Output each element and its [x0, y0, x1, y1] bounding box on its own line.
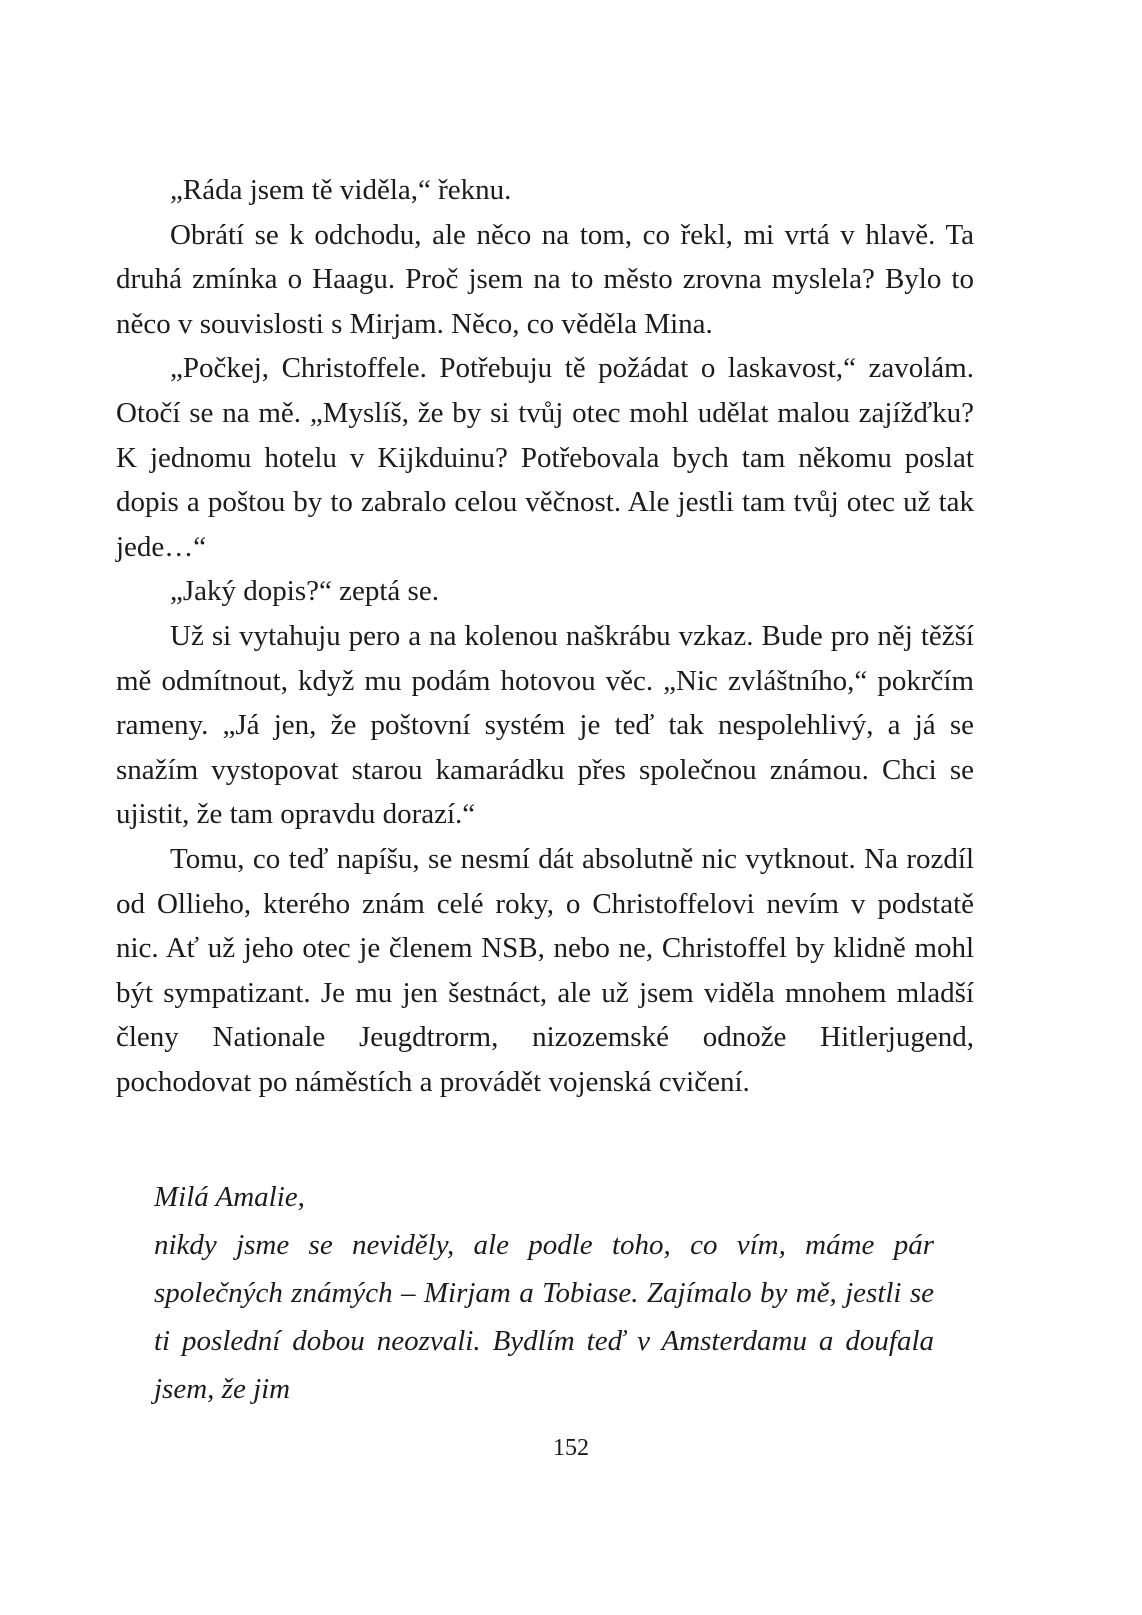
paragraph: „Ráda jsem tě viděla,“ řeknu. — [170, 174, 512, 206]
page-number: 152 — [553, 1435, 589, 1461]
paragraph: Tomu, co teď napíšu, se nesmí dát absolutně nic vytknout. Na rozdíl od Ollieho, kterého znám celé roky, o Christoffelovi nevím v podstatě nic. Ať už jeho otec je členem NSB, nebo ne, Christoffel by klidně mohl být sympatizant. Je mu jen šestnáct, ale už jsem viděla mnohem mladší členy Nationale Jeugdtrorm, nizozemské odnože Hitlerjugend, pochodovat po náměstích a provádět vojenská cvičení. — [116, 842, 974, 1098]
letter-body: nikdy jsme se neviděly, ale podle toho, co vím, máme pár společných známých – Mirjam a Tobiase. Zajímalo by mě, jestli se ti poslední dobou neozvali. Bydlím teď v Amsterdamu a doufala jsem, že jim — [154, 1229, 934, 1405]
paragraph: „Počkej, Christoffele. Potřebuju tě požádat o laskavost,“ zavolám. Otočí se na mě. „Myslíš, že by si tvůj otec mohl udělat malou zajížďku? K jednomu hotelu v Kijkduinu? Potřebovala bych tam někomu poslat dopis a poštou by to zabralo celou věčnost. Ale jestli tam tvůj otec už tak jede…“ — [116, 352, 974, 563]
paragraph: Obrátí se k odchodu, ale něco na tom, co řekl, mi vrtá v hlavě. Ta druhá zmínka o Haagu. Proč jsem na to město zrovna myslela? Bylo to něco v souvislosti s Mirjam. Něco, co věděla Mina. — [116, 218, 974, 340]
paragraph: „Jaký dopis?“ zeptá se. — [170, 575, 439, 608]
letter-excerpt — [154, 1173, 934, 1413]
main-text — [116, 168, 974, 1104]
letter-salutation: Milá Amalie, — [154, 1181, 305, 1213]
paragraph: Už si vytahuju pero a na kolenou naškrábu vzkaz. Bude pro něj těžší mě odmítnout, když mu podám hotovou věc. „Nic zvláštního,“ pokrčím rameny. „Já jen, že poštovní systém je teď tak nespolehlivý, a já se snažím vystopovat starou kamarádku přes společnou známou. Chci se ujistit, že tam opravdu dorazí.“ — [116, 619, 974, 831]
